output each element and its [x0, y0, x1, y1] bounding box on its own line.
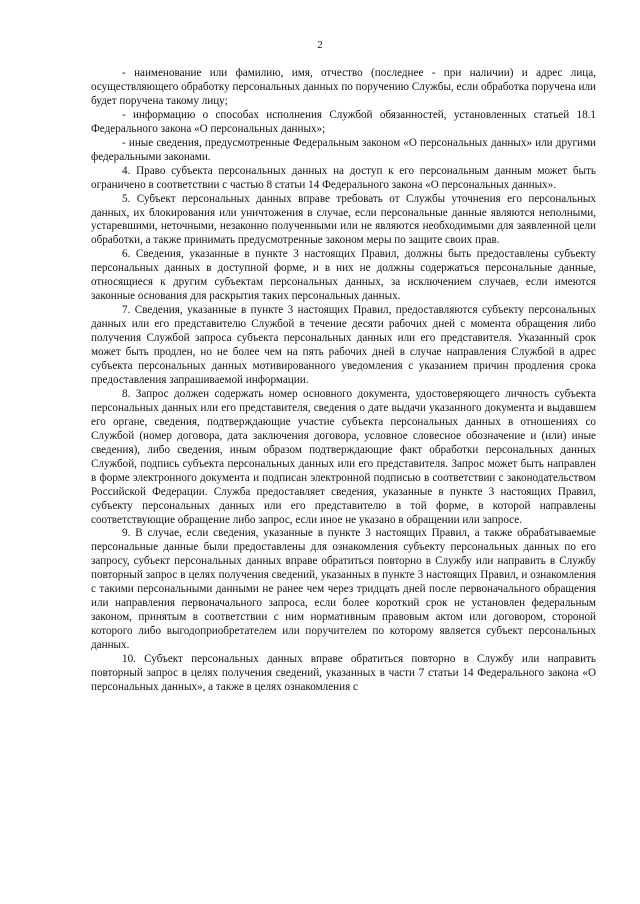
paragraph-item-8: 8. Запрос должен содержать номер основного документа, удостоверяющего личность субъекта персональных данных или его представителя, сведения о дате выдачи указанного документа и выдавшем его органе, сведения, подтверждающие участие субъекта персональных данных в отношениях со Службой (номер договора, дата заключения договора, условное словесное обозначение и (или) иные сведения), либо сведения, иным образом подтверждающие факт обработки персональных данных Службой, подпись субъекта персональных данных или его представителя. Запрос может быть направлен в форме электронного документа и подписан электронной подписью в соответствии с законодательством Российской Федерации. Служба предоставляет сведения, указанные в пункте 3 настоящих Правил, субъекту персональных данных или его представителю в той форме, в которой направлены соответствующие обращение либо запрос, если иное не указано в обращении или запросе. [91, 387, 596, 526]
paragraph-other-info: - иные сведения, предусмотренные Федеральным законом «О персональных данных» или другими федеральными законами. [91, 136, 596, 163]
paragraph-item-5: 5. Субъект персональных данных вправе требовать от Службы уточнения его персональных данных, их блокирования или уничтожения в случае, если персональные данные являются неполными, устаревшими, неточными, незаконно полученными или не являются необходимыми для заявленной цели обработки, а также принимать предусмотренные законом меры по защите своих прав. [91, 192, 596, 247]
paragraph-item-4: 4. Право субъекта персональных данных на доступ к его персональным данным может быть ограничено в соответствии с частью 8 статьи 14 Федерального закона «О персональных данных». [91, 164, 596, 191]
paragraph-operator-name: - наименование или фамилию, имя, отчество (последнее - при наличии) и адрес лица, осуществляющего обработку персональных данных по поручению Службы, если обработка поручена или будет поручена такому лицу; [91, 67, 596, 107]
paragraph-item-6: 6. Сведения, указанные в пункте 3 настоящих Правил, должны быть предоставлены субъекту персональных данных в доступной форме, и в них не должны содержаться персональные данные, относящиеся к другим субъектам персональных данных, за исключением случаев, если имеются законные основания для раскрытия таких персональных данных. [91, 248, 596, 303]
paragraph-obligations-info: - информацию о способах исполнения Службой обязанностей, установленных статьей 18.1 Федерального закона «О персональных данных»; [91, 108, 596, 135]
paragraph-item-7: 7. Сведения, указанные в пункте 3 настоящих Правил, предоставляются субъекту персональных данных или его представителю Службой в течение десяти рабочих дней с момента обращения либо получения Службой запроса субъекта персональных данных или его представителя. Указанный срок может быть продлен, но не более чем на пять рабочих дней в случае направления Службой в адрес субъекта персональных данных мотивированного уведомления с указанием причин продления срока предоставления запрашиваемой информации. [91, 304, 596, 386]
document-body [91, 67, 596, 695]
paragraph-item-10: 10. Субъект персональных данных вправе обратиться повторно в Службу или направить повторный запрос в целях получения сведений, указанных в части 7 статьи 14 Федерального закона «О персональных данных», а также в целях ознакомления с [91, 653, 596, 693]
page-number: 2 [317, 39, 323, 51]
paragraph-item-9: 9. В случае, если сведения, указанные в пункте 3 настоящих Правил, а также обрабатываемые персональные данные были предоставлены для ознакомления субъекту персональных данных по его запросу, субъект персональных данных вправе обратиться повторно в Службу или направить в Службу повторный запрос в целях получения сведений, указанных в пункте 3 настоящих Правил, и ознакомления с такими персональными данными не ранее чем через тридцать дней после первоначального обращения или направления первоначального запроса, если более короткий срок не установлен федеральным законом, принятым в соответствии с ним нормативным правовым актом или договором, стороной которого либо выгодоприобретателем или поручителем по которому является субъект персональных данных. [91, 527, 596, 652]
